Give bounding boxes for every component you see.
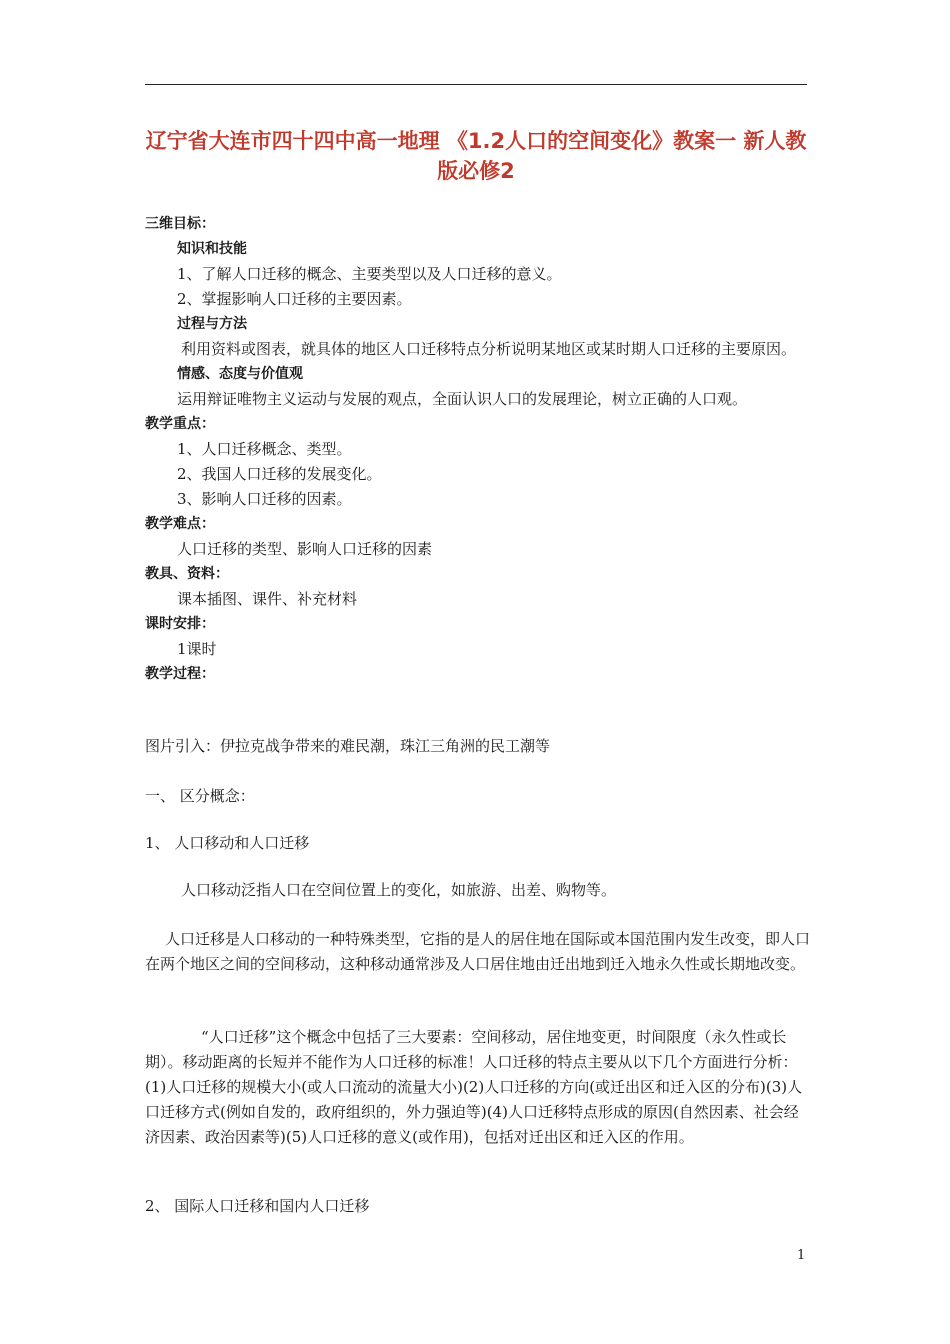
knowledge-item: 2、掌握影响人口迁移的主要因素。 [177,290,412,308]
paragraph-movement: 人口移动泛指人口在空间位置上的变化，如旅游、出差、购物等。 [181,881,617,899]
page-number: 1 [797,1248,806,1263]
key-point-item: 1、人口迁移概念、类型。 [177,440,352,458]
emotion-heading: 情感、态度与价值观 [177,366,303,382]
materials-heading: 教具、资料： [145,566,229,582]
process-heading: 教学过程： [145,666,215,682]
intro-text: 图片引入：伊拉克战争带来的难民潮，珠江三角洲的民工潮等 [145,737,551,755]
objectives-section [145,212,810,687]
process-method-heading: 过程与方法 [177,316,247,332]
key-points-heading: 教学重点： [145,416,215,432]
subsection-heading: 2、 国际人口迁移和国内人口迁移 [145,1197,370,1215]
subsection-heading: 1、 人口移动和人口迁移 [145,834,310,852]
section-heading: 一、 区分概念： [145,787,255,805]
process-method-text: 利用资料或图表，就具体的地区人口迁移特点分析说明某地区或某时期人口迁移的主要原因。 [181,340,797,358]
schedule-text: 1课时 [177,640,217,658]
objectives-heading: 三维目标： [145,216,215,232]
knowledge-item: 1、了解人口迁移的概念、主要类型以及人口迁移的意义。 [177,265,562,283]
difficulties-text: 人口迁移的类型、影响人口迁移的因素 [177,540,433,558]
materials-text: 课本插图、课件、补充材料 [177,590,358,608]
key-point-item: 3、影响人口迁移的因素。 [177,490,352,508]
knowledge-heading: 知识和技能 [177,241,247,257]
emotion-text: 运用辩证唯物主义运动与发展的观点，全面认识人口的发展理论，树立正确的人口观。 [177,390,748,408]
header-rule [145,84,807,85]
difficulties-heading: 教学难点： [145,516,215,532]
schedule-heading: 课时安排： [145,616,215,632]
key-point-item: 2、我国人口迁移的发展变化。 [177,465,382,483]
paragraph-migration: 人口迁移是人口移动的一种特殊类型，它指的是人的居住地在国际或本国范围内发生改变，即人口在两个地区之间的空间移动，这种移动通常涉及人口居住地由迁出地到迁入地永久性或长期地改变。 [145,930,811,973]
paragraph-elements: “人口迁移”这个概念中包括了三大要素：空间移动，居住地变更，时间限度（永久性或长期）。移动距离的长短并不能作为人口迁移的标准！人口迁移的特点主要从以下几个方面进行分析：(1)人口迁移的规模大小(或人口流动的流量大小)(2)人口迁移的方向(或迁出区和迁入区的分布)(3)人口迁移方式(例如自发的，政府组织的，外力强迫等)(4)人口迁移特点形成的原因(自然因素、社会经济因素、政治因素等)(5)人口迁移的意义(或作用)，包括对迁出区和迁入区的作用。 [145,1028,803,1146]
document-title: 辽宁省大连市四十四中高一地理 《1.2人口的空间变化》教案一 新人教版必修2 [145,129,807,183]
